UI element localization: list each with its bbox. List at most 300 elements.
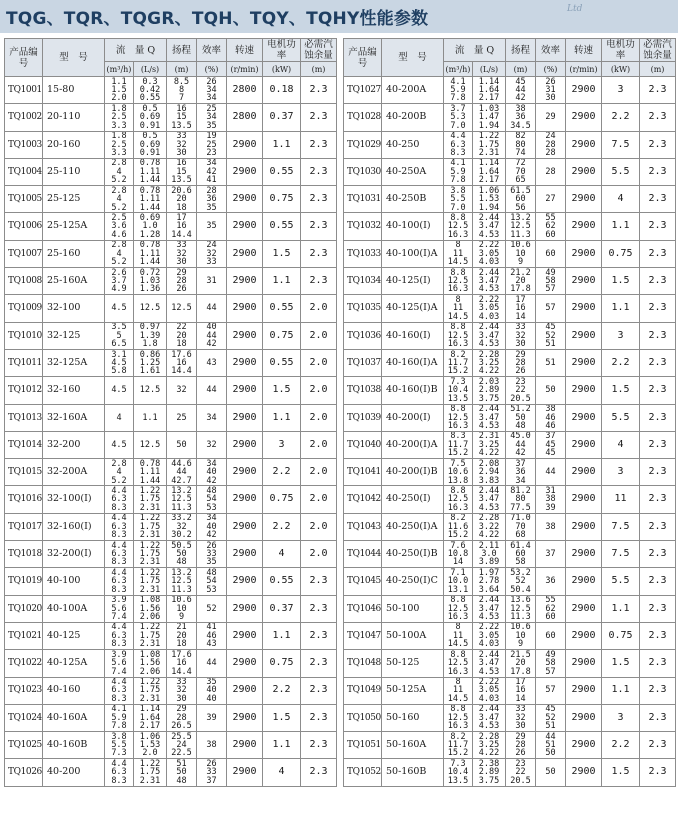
flow-ls-cell-value: 1.75 [478, 139, 500, 150]
efficiency-cell-value: 49 [545, 267, 556, 278]
efficiency-cell [197, 295, 227, 322]
speed-cell: 2900 [566, 295, 602, 322]
efficiency-cell-value [197, 313, 226, 321]
flow-ls-cell-value: 4.22 [478, 448, 500, 459]
speed-cell: 2900 [566, 377, 602, 404]
efficiency-cell [536, 213, 566, 240]
efficiency-cell-value: 57 [545, 666, 556, 677]
efficiency-cell [536, 541, 566, 568]
model-cell: 40-200(I)B [382, 459, 444, 486]
flow-m3h-cell [444, 77, 473, 104]
flow-m3h-cell-value: 8.8 [450, 404, 466, 415]
efficiency-cell [197, 622, 227, 649]
header-code: 产品编号 [344, 39, 382, 77]
npsh-cell: 2.3 [640, 404, 676, 431]
efficiency-cell-value: 34 [206, 158, 217, 169]
head-cell-value: 50.4 [510, 584, 531, 595]
flow-ls-cell-value: 1.22 [139, 677, 161, 688]
flow-ls-cell-value: 1.56 [139, 658, 161, 669]
flow-ls-cell-value: 1.25 [139, 357, 161, 368]
right-performance-table [343, 38, 676, 787]
table-row [344, 77, 676, 104]
power-cell: 1.1 [263, 268, 301, 295]
efficiency-cell-value [197, 668, 226, 676]
efficiency-cell-value: 33 [206, 767, 217, 778]
flow-m3h-cell [105, 268, 134, 295]
model-cell: 50-125A [382, 677, 444, 704]
flow-m3h-cell-value: 2.5 [111, 139, 127, 150]
product-code-cell: TQ1005 [5, 186, 43, 213]
efficiency-cell-value: 42 [206, 339, 217, 350]
flow-ls-cell [473, 595, 506, 622]
head-cell-value: 20.5 [510, 775, 531, 786]
npsh-cell: 2.0 [301, 322, 337, 349]
speed-cell: 2900 [566, 186, 602, 213]
efficiency-cell-value [536, 777, 565, 785]
efficiency-cell-value: 44 [545, 467, 556, 478]
efficiency-cell [197, 704, 227, 731]
head-cell-value: 20 [176, 330, 187, 341]
model-cell: 40-100A [43, 595, 105, 622]
flow-ls-cell-value: 2.11 [478, 540, 500, 551]
efficiency-cell-value: 53 [206, 502, 217, 513]
product-code-cell: TQ1050 [344, 704, 382, 731]
head-cell-value: 16 [176, 658, 187, 669]
flow-m3h-cell-value: 13.8 [447, 475, 469, 486]
speed-cell: 2900 [227, 431, 263, 458]
header-speed: 转速 [566, 39, 602, 62]
flow-m3h-cell-value [105, 313, 133, 321]
npsh-cell: 2.3 [640, 77, 676, 104]
efficiency-cell-value [197, 722, 226, 730]
flow-m3h-cell-value: 7.8 [111, 721, 127, 732]
power-cell: 1.1 [602, 295, 640, 322]
model-cell: 40-200A [382, 77, 444, 104]
head-cell-value: 71.0 [510, 513, 531, 524]
power-cell: 1.1 [263, 732, 301, 759]
head-cell [506, 104, 536, 131]
flow-ls-cell-value: 1.11 [139, 467, 161, 478]
flow-m3h-cell [444, 732, 473, 759]
efficiency-cell-value: 24 [545, 131, 556, 142]
efficiency-cell-value: 43 [206, 639, 217, 650]
head-cell-value: 30 [176, 147, 187, 158]
power-cell: 0.55 [263, 295, 301, 322]
flow-m3h-cell [105, 459, 134, 486]
flow-ls-cell-value: 1.75 [139, 685, 161, 696]
table-row [344, 404, 676, 431]
flow-ls-cell-value: 1.22 [139, 758, 161, 769]
model-cell: 40-125 [43, 622, 105, 649]
head-cell-value: 33 [515, 704, 526, 715]
flow-m3h-cell-value: 12.5 [447, 494, 469, 505]
head-cell-value: 30.2 [171, 530, 192, 541]
efficiency-cell-value: 37 [206, 775, 217, 786]
table-row [344, 295, 676, 322]
flow-ls-cell-value: 2.44 [478, 213, 500, 224]
model-cell: 40-250(I)C [382, 568, 444, 595]
header-npsh-unit: (m) [301, 62, 337, 77]
flow-m3h-cell-value: 3.7 [111, 276, 127, 287]
flow-m3h-cell-value: 4 [116, 248, 122, 259]
flow-ls-cell-value: 0.72 [139, 267, 161, 278]
header-flow: 流 量 Q [444, 39, 506, 62]
power-cell: 1.5 [263, 704, 301, 731]
table-row [344, 732, 676, 759]
flow-m3h-cell-value: 8.3 [111, 775, 127, 786]
speed-cell: 2900 [566, 732, 602, 759]
power-cell: 0.55 [263, 213, 301, 240]
efficiency-cell [536, 677, 566, 704]
head-cell-value: 12.5 [510, 603, 531, 614]
efficiency-cell-value: 44 [206, 303, 217, 314]
product-code-cell: TQ1028 [344, 104, 382, 131]
head-cell [167, 459, 197, 486]
flow-m3h-cell-value: 2.6 [111, 267, 127, 278]
flow-ls-cell-value: 2.89 [478, 385, 500, 396]
header-eff-unit: (%) [536, 62, 566, 77]
product-code-cell: TQ1008 [5, 268, 43, 295]
flow-m3h-cell-value: 7.4 [111, 611, 127, 622]
flow-ls-cell-value: 3.47 [478, 330, 500, 341]
npsh-cell: 2.0 [301, 295, 337, 322]
power-cell: 1.1 [263, 622, 301, 649]
npsh-cell: 2.3 [640, 295, 676, 322]
power-cell: 7.5 [602, 513, 640, 540]
flow-m3h-cell-value: 11.7 [447, 740, 469, 751]
efficiency-cell-value: 39 [206, 712, 217, 723]
head-cell-value: 10.6 [510, 622, 531, 633]
flow-ls-cell-value: 2.28 [478, 349, 500, 360]
table-row [5, 186, 337, 213]
table-row [5, 268, 337, 295]
efficiency-cell-value [536, 176, 565, 184]
efficiency-cell-value: 57 [545, 284, 556, 295]
product-code-cell: TQ1007 [5, 240, 43, 267]
efficiency-cell-value: 23 [206, 147, 217, 158]
speed-cell: 2900 [566, 704, 602, 731]
flow-ls-cell-value: 4.22 [478, 530, 500, 541]
flow-ls-cell-value: 2.22 [478, 622, 500, 633]
flow-m3h-cell-value: 3.7 [450, 103, 466, 114]
efficiency-cell-value: 40 [206, 685, 217, 696]
efficiency-cell-value [536, 477, 565, 485]
product-code-cell: TQ1004 [5, 158, 43, 185]
head-cell [506, 541, 536, 568]
flow-ls-cell-value: 0.91 [139, 120, 161, 131]
flow-m3h-cell-value: 13.5 [447, 775, 469, 786]
efficiency-cell-value: 50 [545, 748, 556, 759]
flow-m3h-cell-value: 2.8 [111, 158, 127, 169]
product-code-cell: TQ1042 [344, 486, 382, 513]
flow-m3h-cell [444, 677, 473, 704]
efficiency-cell-value: 26 [206, 540, 217, 551]
power-cell: 0.37 [263, 104, 301, 131]
speed-cell: 2900 [227, 158, 263, 185]
flow-ls-cell-value: 2.44 [478, 595, 500, 606]
flow-ls-cell [134, 377, 167, 404]
table-row [5, 541, 337, 568]
product-code-cell: TQ1012 [5, 377, 43, 404]
flow-m3h-cell [444, 186, 473, 213]
flow-m3h-cell-value: 15.2 [447, 748, 469, 759]
head-cell-value: 17 [515, 677, 526, 688]
efficiency-cell-value: 42 [206, 166, 217, 177]
model-cell: 40-250(I)B [382, 541, 444, 568]
head-cell-value: 51.2 [510, 404, 531, 415]
product-code-cell: TQ1048 [344, 650, 382, 677]
product-code-cell: TQ1022 [5, 650, 43, 677]
flow-m3h-cell-value: 16.3 [447, 502, 469, 513]
head-cell-value: 44 [515, 84, 526, 95]
flow-ls-cell-value: 1.22 [139, 567, 161, 578]
flow-m3h-cell-value: 8 [455, 240, 461, 251]
flow-ls-cell-value [134, 313, 166, 321]
model-cell: 40-160(I)B [382, 377, 444, 404]
product-code-cell: TQ1023 [5, 677, 43, 704]
head-cell-value: 50 [176, 548, 187, 559]
npsh-cell: 2.3 [640, 759, 676, 786]
product-code-cell: TQ1014 [5, 431, 43, 458]
header-model: 型 号 [43, 39, 105, 77]
table-row [344, 486, 676, 513]
efficiency-cell-value: 44 [206, 330, 217, 341]
flow-m3h-cell-value: 11.7 [447, 357, 469, 368]
efficiency-cell-value [536, 258, 565, 266]
table-row [344, 759, 676, 786]
power-cell: 3 [602, 77, 640, 104]
flow-ls-cell-value: 1.8 [142, 339, 158, 350]
flow-m3h-cell-value: 6.5 [111, 339, 127, 350]
efficiency-cell-value [536, 586, 565, 594]
flow-ls-cell [473, 213, 506, 240]
table-row [344, 513, 676, 540]
head-cell [506, 568, 536, 595]
flow-m3h-cell [105, 759, 134, 786]
model-cell: 25-125 [43, 186, 105, 213]
flow-ls-cell [134, 240, 167, 267]
head-cell-value: 61.4 [510, 540, 531, 551]
flow-ls-cell [473, 568, 506, 595]
model-cell: 40-160A [43, 704, 105, 731]
efficiency-cell-value: 36 [206, 194, 217, 205]
efficiency-cell [197, 568, 227, 595]
flow-m3h-cell-value: 7.5 [450, 458, 466, 469]
product-code-cell: TQ1015 [5, 459, 43, 486]
model-cell: 40-250B [382, 186, 444, 213]
flow-ls-cell-value: 1.14 [139, 704, 161, 715]
product-code-cell: TQ1037 [344, 349, 382, 376]
flow-m3h-cell-value: 8.3 [111, 639, 127, 650]
flow-ls-cell-value: 3.47 [478, 221, 500, 232]
flow-ls-cell [134, 404, 167, 431]
efficiency-cell [536, 322, 566, 349]
table-row [344, 186, 676, 213]
head-cell-value: 56 [515, 202, 526, 213]
efficiency-cell [536, 77, 566, 104]
header-speed-unit: (r/min) [566, 62, 602, 77]
speed-cell: 2900 [227, 595, 263, 622]
head-cell [506, 295, 536, 322]
head-cell-value: 29 [176, 704, 187, 715]
flow-ls-cell [473, 704, 506, 731]
product-code-cell: TQ1013 [5, 404, 43, 431]
model-cell: 40-200 [43, 759, 105, 786]
head-cell-value: 24 [176, 740, 187, 751]
power-cell: 3 [263, 431, 301, 458]
table-row [5, 759, 337, 786]
flow-ls-cell-value: 2.31 [139, 693, 161, 704]
efficiency-cell-value [536, 695, 565, 703]
flow-m3h-cell-value: 4.9 [111, 284, 127, 295]
efficiency-cell [197, 213, 227, 240]
flow-m3h-cell-value: 5.2 [111, 202, 127, 213]
efficiency-cell-value: 38 [206, 740, 217, 751]
product-code-cell: TQ1025 [5, 732, 43, 759]
head-cell-value: 36 [515, 112, 526, 123]
head-cell-value: 17 [176, 213, 187, 224]
npsh-cell: 2.0 [301, 377, 337, 404]
head-cell-value: 13.2 [510, 213, 531, 224]
flow-m3h-cell [105, 732, 134, 759]
flow-m3h-cell-value: 5.8 [111, 366, 127, 377]
flow-m3h-cell-value: 4.4 [111, 513, 127, 524]
efficiency-cell-value: 58 [545, 658, 556, 669]
head-cell [167, 677, 197, 704]
head-cell-value: 48 [515, 420, 526, 431]
table-row [344, 322, 676, 349]
speed-cell: 2900 [227, 213, 263, 240]
flow-m3h-cell [105, 541, 134, 568]
power-cell: 7.5 [602, 541, 640, 568]
head-cell [506, 77, 536, 104]
efficiency-cell-value: 41 [206, 175, 217, 186]
efficiency-cell-value: 40 [206, 521, 217, 532]
flow-ls-cell-value: 3.05 [478, 248, 500, 259]
flow-ls-cell-value: 2.0 [142, 748, 158, 759]
flow-m3h-cell [105, 595, 134, 622]
model-cell: 32-125 [43, 322, 105, 349]
flow-m3h-cell-value: 10.4 [447, 385, 469, 396]
flow-ls-cell-value: 1.75 [139, 521, 161, 532]
npsh-cell: 2.3 [301, 213, 337, 240]
table-row [344, 595, 676, 622]
left-performance-table [4, 38, 337, 787]
flow-ls-cell [473, 295, 506, 322]
flow-m3h-cell-value: 4 [116, 166, 122, 177]
power-cell: 1.5 [602, 377, 640, 404]
head-cell-value: 8.5 [173, 76, 190, 87]
efficiency-cell-value: 51 [545, 339, 556, 350]
head-cell-value [167, 449, 196, 457]
flow-ls-cell-value: 4.53 [478, 611, 500, 622]
efficiency-cell-value: 57 [545, 685, 556, 696]
head-cell [506, 186, 536, 213]
product-code-cell: TQ1010 [5, 322, 43, 349]
flow-m3h-cell-value: 12.5 [447, 712, 469, 723]
power-cell: 0.75 [263, 322, 301, 349]
flow-ls-cell-value: 2.31 [139, 530, 161, 541]
flow-ls-cell-value: 3.75 [478, 775, 500, 786]
flow-m3h-cell-value: 3.6 [111, 221, 127, 232]
product-code-cell: TQ1021 [5, 622, 43, 649]
flow-m3h-cell-value: 15.2 [447, 366, 469, 377]
flow-ls-cell-value: 3.25 [478, 740, 500, 751]
flow-m3h-cell-value: 2.0 [111, 93, 127, 104]
flow-ls-cell-value: 4.53 [478, 502, 500, 513]
flow-ls-cell-value: 1.39 [139, 330, 161, 341]
flow-m3h-cell-value: 4.5 [111, 357, 127, 368]
speed-cell: 2900 [566, 431, 602, 458]
head-cell-value: 11.3 [510, 229, 531, 240]
power-cell: 3 [602, 459, 640, 486]
efficiency-cell-value: 46 [545, 412, 556, 423]
flow-m3h-cell-value: 8 [455, 622, 461, 633]
flow-ls-cell-value: 1.75 [139, 767, 161, 778]
head-cell-value: 29 [515, 349, 526, 360]
npsh-cell: 2.3 [640, 240, 676, 267]
power-cell: 1.5 [263, 240, 301, 267]
speed-cell: 2900 [566, 404, 602, 431]
npsh-cell: 2.3 [640, 595, 676, 622]
flow-ls-cell-value: 1.64 [478, 166, 500, 177]
model-cell: 40-100 [43, 568, 105, 595]
header-flow-m3h: (m³/h) [444, 62, 473, 77]
flow-ls-cell-value: 4.03 [478, 639, 500, 650]
head-cell-value: 11.3 [171, 502, 192, 513]
head-cell [506, 595, 536, 622]
table-row [5, 568, 337, 595]
product-code-cell: TQ1040 [344, 431, 382, 458]
model-cell: 40-200B [382, 104, 444, 131]
flow-ls-cell-value: 0.78 [139, 458, 161, 469]
model-cell: 40-160(I)A [382, 349, 444, 376]
npsh-cell: 2.3 [301, 650, 337, 677]
flow-ls-cell [134, 186, 167, 213]
efficiency-cell-value [536, 558, 565, 566]
flow-m3h-cell [444, 268, 473, 295]
product-code-cell: TQ1045 [344, 568, 382, 595]
head-cell-value: 22 [515, 385, 526, 396]
head-cell-value: 16 [176, 221, 187, 232]
speed-cell: 2900 [227, 131, 263, 158]
flow-m3h-cell-value: 6.3 [111, 548, 127, 559]
flow-ls-cell-value: 2.94 [478, 467, 500, 478]
head-cell [167, 186, 197, 213]
model-cell: 20-160 [43, 131, 105, 158]
head-cell-value: 37 [515, 458, 526, 469]
npsh-cell: 2.0 [301, 486, 337, 513]
flow-m3h-cell-value: 3.9 [111, 595, 127, 606]
product-code-cell: TQ1041 [344, 459, 382, 486]
flow-m3h-cell-value: 7.3 [111, 748, 127, 759]
flow-ls-cell-value: 2.44 [478, 485, 500, 496]
npsh-cell: 2.3 [301, 704, 337, 731]
flow-m3h-cell-value: 13.1 [447, 584, 469, 595]
efficiency-cell-value: 31 [545, 84, 556, 95]
speed-cell: 2900 [227, 349, 263, 376]
flow-m3h-cell-value: 5.2 [111, 175, 127, 186]
efficiency-cell-value: 45 [545, 704, 556, 715]
npsh-cell: 2.3 [640, 513, 676, 540]
efficiency-cell-value: 34 [206, 412, 217, 423]
table-row [5, 240, 337, 267]
head-cell-value: 13.5 [171, 175, 192, 186]
product-code-cell: TQ1046 [344, 595, 382, 622]
flow-ls-cell-value: 3.47 [478, 603, 500, 614]
speed-cell: 2900 [227, 732, 263, 759]
head-cell-value: 9 [178, 611, 185, 622]
